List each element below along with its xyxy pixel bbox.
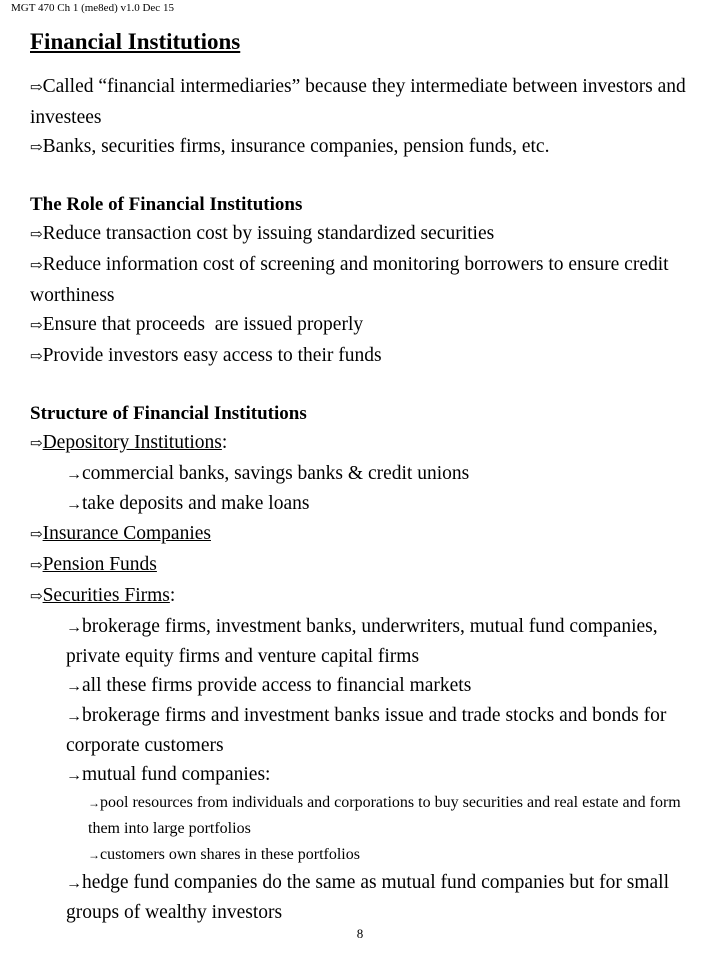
page-content	[30, 26, 712, 927]
structure-item-depository: ⇨Depository Institutions:	[30, 432, 228, 453]
structure-item-insurance: ⇨Insurance Companies	[30, 523, 211, 544]
role-item: ⇨Reduce transaction cost by issuing standardized securities	[30, 223, 495, 244]
arrow-icon: ⇨	[30, 227, 43, 243]
arrow-icon: →	[66, 496, 82, 513]
structure-subsubitem: →customers own shares in these portfolios	[88, 846, 360, 863]
page-number: 8	[356, 926, 364, 941]
structure-subitem: →mutual fund companies:	[66, 764, 271, 785]
structure-subitem: →commercial banks, savings banks & credit unions	[66, 463, 470, 484]
structure-item-pension: ⇨Pension Funds	[30, 554, 157, 575]
role-item: ⇨Ensure that proceeds are issued properly	[30, 314, 364, 335]
arrow-icon: ⇨	[30, 349, 43, 365]
arrow-icon: →	[88, 796, 100, 810]
structure-item-securities: ⇨Securities Firms:	[30, 585, 176, 606]
arrow-icon: →	[88, 848, 100, 862]
arrow-icon: →	[66, 466, 82, 483]
arrow-icon: ⇨	[30, 318, 43, 334]
structure-subsubitem: →pool resources from individuals and corporations to buy securities and real estate and form them into large portfolios	[88, 794, 681, 837]
role-item: ⇨Provide investors easy access to their funds	[30, 345, 382, 366]
arrow-icon: ⇨	[30, 80, 43, 96]
arrow-icon: →	[66, 708, 82, 725]
structure-subitem: →take deposits and make loans	[66, 493, 310, 514]
arrow-icon: ⇨	[30, 436, 43, 452]
intro-item: ⇨Banks, securities firms, insurance companies, pension funds, etc.	[30, 136, 550, 157]
page-title: Financial Institutions	[30, 29, 241, 54]
arrow-icon: →	[66, 678, 82, 695]
section-title-structure: Structure of Financial Institutions	[30, 403, 307, 424]
structure-subitem: →brokerage firms and investment banks issue and trade stocks and bonds for corporate customers	[66, 705, 667, 756]
arrow-icon: →	[66, 619, 82, 636]
document-header: MGT 470 Ch 1 (me8ed) v1.0 Dec 15	[11, 2, 174, 14]
structure-subitem: →brokerage firms, investment banks, underwriters, mutual fund companies, private equity firms and venture capital firms	[66, 616, 658, 667]
intro-item: ⇨Called “financial intermediaries” because they intermediate between investors and investees	[30, 76, 686, 128]
section-title-role: The Role of Financial Institutions	[30, 194, 303, 215]
arrow-icon: ⇨	[30, 527, 43, 543]
role-item: ⇨Reduce information cost of screening and monitoring borrowers to ensure credit worthiness	[30, 254, 669, 306]
structure-subitem: →all these firms provide access to financial markets	[66, 675, 472, 696]
arrow-icon: →	[66, 875, 82, 892]
arrow-icon: ⇨	[30, 558, 43, 574]
arrow-icon: ⇨	[30, 140, 43, 156]
arrow-icon: ⇨	[30, 258, 43, 274]
structure-subitem: →hedge fund companies do the same as mutual fund companies but for small groups of wealthy investors	[66, 872, 670, 923]
arrow-icon: ⇨	[30, 589, 43, 605]
arrow-icon: →	[66, 767, 82, 784]
